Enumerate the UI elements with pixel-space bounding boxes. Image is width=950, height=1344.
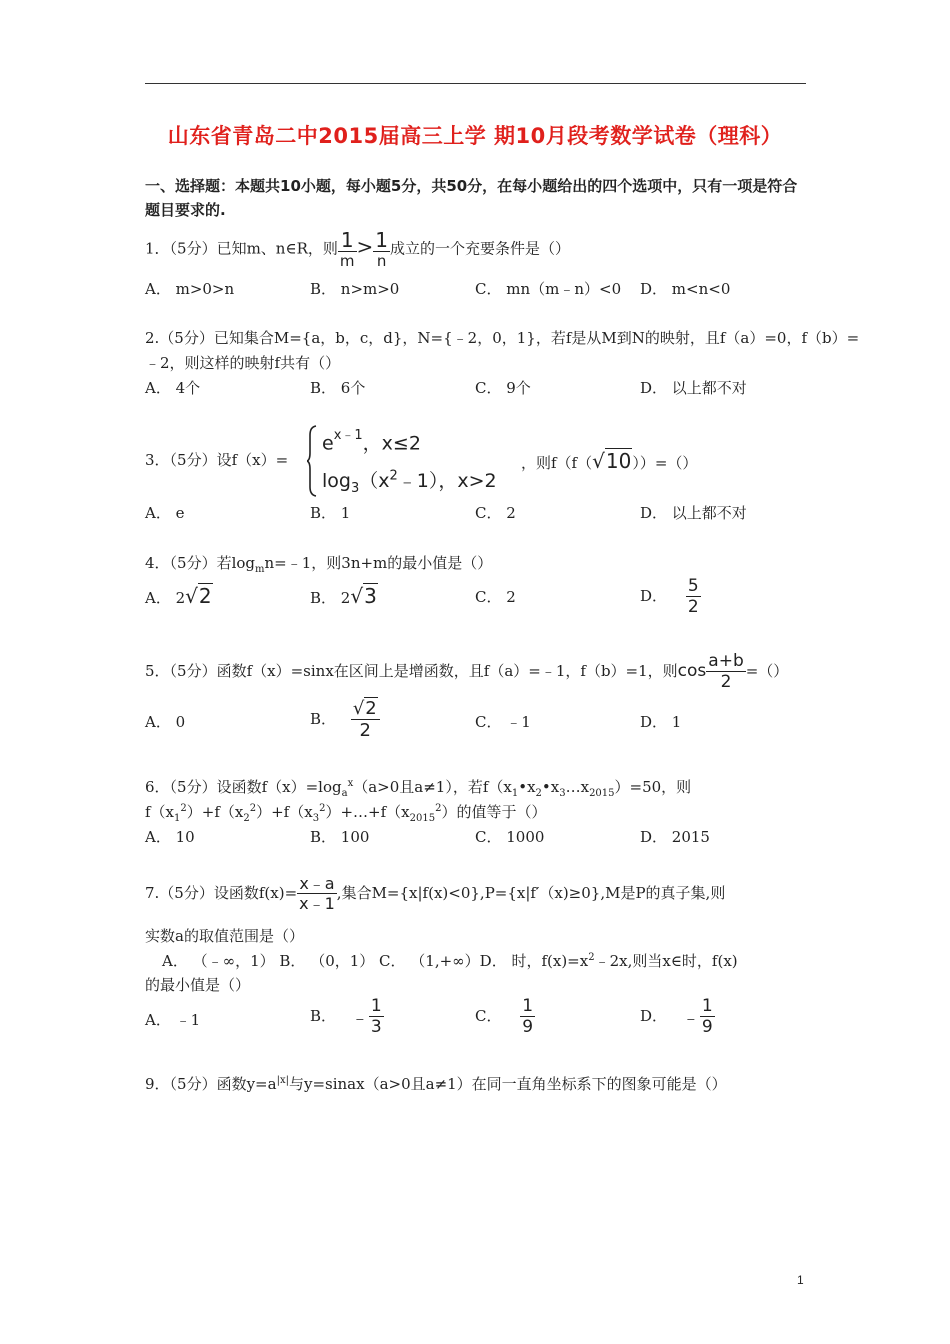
q8-option-a: A． ﹣1	[145, 1011, 201, 1029]
q8-option-b: B． ﹣ $\frac{1}{3}$	[310, 996, 382, 1037]
section-heading: 一、选择题：本题共10小题，每小题5分，共50分，在每小题给出的四个选项中，只有一项是符合题目要求的.	[145, 177, 798, 219]
q8-option-d: D． ﹣ $\frac{1}{9}$	[640, 996, 713, 1037]
question-7-line-1: 7.（5分）设函数f(x)= $\frac{x﹣a}{x﹣1}$ ,集合M={x|f(x)<0},P={x|f′（x)≥0},M是P的真子集,则	[145, 874, 726, 913]
page-number: 1	[797, 1273, 804, 1287]
question-8-line: 的最小值是（）	[145, 976, 251, 994]
piecewise-case-1: $e^{x﹣1}$，x≤2	[322, 428, 421, 455]
exam-title: 山东省青岛二中2015届高三上学 期10月段考数学试卷（理科）	[167, 124, 783, 148]
piecewise-brace-icon	[307, 425, 317, 497]
q5-option-a: A． 0	[145, 713, 186, 731]
q3-option-c: C． 2	[475, 504, 516, 522]
q1-option-a: A． m>0>n	[145, 280, 235, 298]
question-2-line-1: 2.（5分）已知集合M={a，b，c，d}，N={﹣2，0，1}，若f是从M到N的映射，且f（a）=0，f（b）=	[145, 329, 860, 347]
question-7-line-3: A． （﹣∞，1） B． （0，1） C． （1,+∞）D． 时，$f(x)=x^2﹣2x$,则当x∈时，f(x)	[162, 952, 738, 970]
q4-option-a: A． 2√2	[145, 584, 212, 608]
header-rule	[145, 83, 806, 84]
question-7-line-2: 实数a的取值范围是（）	[145, 927, 304, 945]
q2-option-c: C． 9个	[475, 379, 531, 397]
question-4: 4．（5分）若$\log_mn=﹣1$，则3n+m的最小值是（）	[145, 554, 493, 575]
q5-option-d: D． 1	[640, 713, 682, 731]
q3-option-a: A． e	[145, 504, 185, 522]
question-6-line-2: $f(x_1^2)+f(x_2^2)+f(x_3^2)+\dots+f(x_{2015}^2)$的值等于（）	[145, 803, 547, 824]
q6-option-b: B． 100	[310, 828, 370, 846]
fraction-a-plus-b-over-2: $\frac{a+b}{2}$	[708, 651, 744, 692]
q4-option-d: D． $\frac{5}{2}$	[640, 576, 699, 617]
question-1-prefix: 1．（5分）已知m、n∈R，则	[145, 239, 338, 258]
q3-option-d: D． 以上都不对	[640, 504, 747, 522]
sqrt-10: √10	[592, 449, 632, 473]
question-9: 9．（5分）函数$y=a^{|x|}$与y=sinax（a>0且a≠1）在同一直角坐标系下的图象可能是（）	[145, 1075, 727, 1093]
question-2-line-2: ﹣2，则这样的映射f共有（）	[145, 354, 341, 372]
q5-option-c: C． ﹣1	[475, 713, 531, 731]
fraction-1-over-n: $\frac{1}{n}$	[375, 228, 388, 270]
q1-option-c: C． mn（m﹣n）<0	[475, 280, 622, 298]
q4-option-b: B． 2√3	[310, 584, 377, 608]
q1-option-d: D． m<n<0	[640, 280, 731, 298]
q6-option-d: D． 2015	[640, 828, 710, 846]
q4-option-c: C． 2	[475, 588, 516, 606]
question-5: 5．（5分）函数f（x）=sinx在区间上是增函数，且f（a）=﹣1，f（b）=1，则cos $\frac{a+b}{2}$ =（）	[145, 651, 789, 692]
q2-option-d: D． 以上都不对	[640, 379, 747, 397]
greater-than: >	[356, 234, 374, 259]
question-1-suffix: 成立的一个充要条件是（）	[390, 239, 571, 258]
q5-option-b: B． $\frac{√2}{2}$	[310, 700, 380, 740]
fraction-x-minus-a-over-x-minus-1: $\frac{x﹣a}{x﹣1}$	[299, 874, 335, 913]
fraction-1-over-m: $\frac{1}{m}$	[339, 228, 355, 270]
piecewise-case-2: $\log_3(x^2﹣1)$，x>2	[322, 468, 497, 496]
q2-option-b: B． 6个	[310, 379, 366, 397]
question-3-prefix: 3．（5分）设f（x）=	[145, 451, 289, 469]
q2-option-a: A． 4个	[145, 379, 201, 397]
question-3-suffix: ，则f（f（√10））=（）	[521, 449, 698, 473]
q1-option-b: B． n>m>0	[310, 280, 400, 298]
q6-option-c: C． 1000	[475, 828, 545, 846]
q3-option-b: B． 1	[310, 504, 351, 522]
q8-option-c: C． $\frac{1}{9}$	[475, 996, 534, 1037]
question-1	[145, 230, 570, 269]
q6-option-a: A． 10	[145, 828, 195, 846]
question-6-line-1: 6．（5分）设函数$f(x)=\log_a^x(a>0$且a≠1），若$f(x_1•x_2•x_3\dots x_{2015})=50$，则	[145, 778, 692, 799]
